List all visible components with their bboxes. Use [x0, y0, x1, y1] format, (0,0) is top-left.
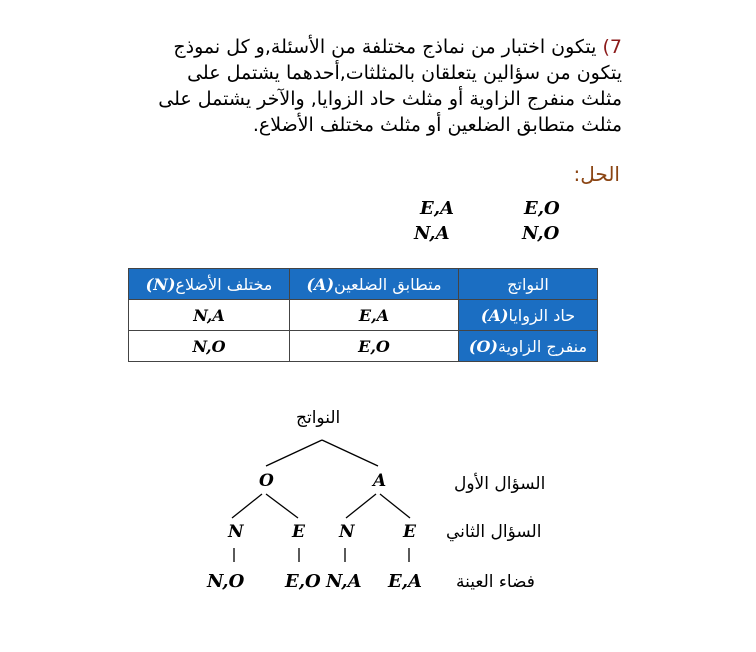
leaf-eo: E,O	[285, 571, 321, 592]
edge-o-n	[232, 494, 262, 518]
header-isosceles-symbol: (A)	[306, 274, 335, 294]
node-a: A	[373, 471, 387, 491]
level2-label: السؤال الثاني	[446, 522, 542, 542]
tree-root: النواتج	[296, 408, 341, 428]
node-a-n: N	[339, 522, 355, 542]
edge-a-e	[380, 494, 410, 518]
question-number: 7)	[602, 36, 622, 58]
outcome-ea: E,A	[420, 198, 454, 219]
row-obtuse-text: منفرج الزاوية	[497, 336, 588, 356]
cell-no: N,O	[129, 331, 290, 362]
row-acute-text: حاد الزوايا	[508, 305, 576, 325]
header-outcomes: النواتج	[459, 269, 598, 300]
outcome-na: N,A	[414, 223, 450, 244]
question-body: يتكون اختبار من نماذج مختلفة من الأسئلة,و كل نموذج يتكون من سؤالين يتعلقان بالمثلثات,أحدهما يشتمل على مثلث منفرج الزاوية أو مثلث حاد الزوايا, والآخر يشتمل على مثلث متطابق الضلعين أو مثلث مختلف الأضلاع.	[158, 36, 622, 136]
leaf-na: N,A	[326, 571, 362, 592]
cell-ea: E,A	[290, 300, 459, 331]
edge-a-n	[346, 494, 376, 518]
edge-o-e	[266, 494, 298, 518]
node-a-e: E	[403, 522, 416, 542]
header-isosceles-text: متطابق الضلعين	[334, 274, 442, 294]
node-o-e: E	[292, 522, 305, 542]
node-o: O	[259, 471, 274, 491]
node-o-n: N	[228, 522, 244, 542]
row-obtuse-symbol: (O)	[468, 336, 498, 356]
edge-root-a	[322, 440, 378, 466]
leaf-no: N,O	[207, 571, 245, 592]
row-acute-symbol: (A)	[480, 305, 509, 325]
outcome-no: N,O	[522, 223, 560, 244]
outcome-eo: E,O	[524, 198, 560, 219]
solution-label: الحل:	[573, 162, 620, 186]
sample-space-label: فضاء العينة	[456, 572, 535, 592]
cell-eo: E,O	[290, 331, 459, 362]
leaf-ea: E,A	[388, 571, 422, 592]
edge-root-o	[266, 440, 322, 466]
level1-label: السؤال الأول	[454, 474, 546, 494]
header-scalene-text: مختلف الأضلاع	[175, 274, 273, 294]
cell-na: N,A	[129, 300, 290, 331]
header-scalene-symbol: (N)	[145, 274, 176, 294]
